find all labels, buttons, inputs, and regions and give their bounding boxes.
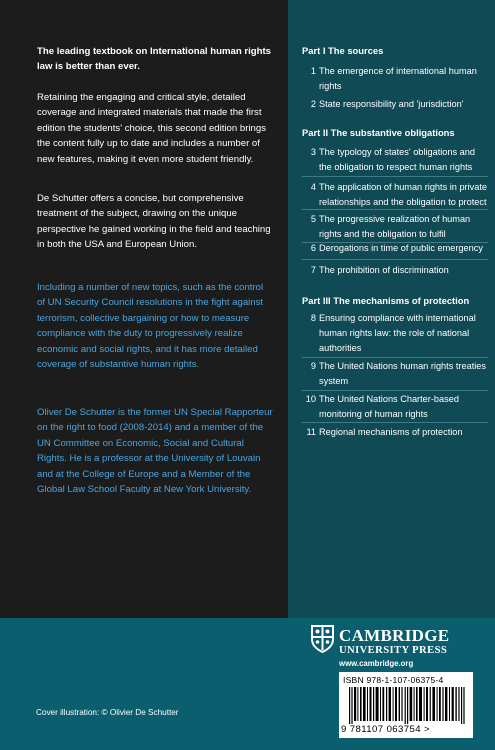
part-2-heading: Part II The substantive obligations xyxy=(302,127,455,138)
chapter-number: 1 xyxy=(310,66,316,76)
chapter-number: 10 xyxy=(305,394,316,404)
divider xyxy=(302,390,488,391)
cover-illustration-credit: Cover illustration: © Olivier De Schutter xyxy=(36,708,179,717)
chapter-number: 6 xyxy=(310,243,316,253)
blurb-paragraph-3: Including a number of new topics, such as the control of UN Security Council resolutions in the fight against terrorism, collective bargaining or how to measure compliance with the duty to progressively realize economic and social rights, and it has more detailed coverage of substantive human rights. xyxy=(37,282,264,371)
divider xyxy=(302,259,488,260)
publisher-subname: UNIVERSITY PRESS xyxy=(339,645,448,656)
part-3-heading: Part III The mechanisms of protection xyxy=(302,295,470,306)
chapter-item xyxy=(302,425,488,440)
chapter-title: The United Nations human rights treaties system xyxy=(319,361,486,387)
divider xyxy=(302,209,488,210)
chapter-item xyxy=(302,145,488,175)
chapter-item xyxy=(302,97,488,112)
chapter-number: 8 xyxy=(310,313,316,323)
chapter-item xyxy=(302,392,488,422)
chapter-title: Derogations in time of public emergency xyxy=(319,243,483,253)
chapter-item xyxy=(302,212,488,242)
isbn-barcode-box xyxy=(339,672,473,738)
divider xyxy=(302,176,488,177)
publisher-name: CAMBRIDGE xyxy=(339,626,450,645)
isbn-label: ISBN 978-1-107-06375-4 xyxy=(343,675,444,685)
chapter-number: 2 xyxy=(310,99,316,109)
chapter-number: 5 xyxy=(310,214,316,224)
chapter-item xyxy=(302,241,488,256)
publisher-website: www.cambridge.org xyxy=(339,659,414,668)
chapter-number: 11 xyxy=(306,427,316,437)
divider xyxy=(302,422,488,423)
chapter-number: 3 xyxy=(310,147,316,157)
barcode-digits: 9 781107 063754 > xyxy=(341,724,431,735)
chapter-number: 7 xyxy=(310,265,316,275)
chapter-title: The typology of states' obligations and the obligation to respect human rights xyxy=(319,147,475,173)
chapter-number: 4 xyxy=(310,182,316,192)
divider xyxy=(302,357,488,358)
chapter-title: The emergence of international human rights xyxy=(319,66,477,92)
university-crest-icon xyxy=(310,624,335,654)
author-bio: Oliver De Schutter is the former UN Special Rapporteur on the right to food (2008-2014) and a member of the UN Committee on Economic, Social and Cultural Rights. He is a professor at the University of Louvain and at the College of Europe and a Member of the Global Law School Faculty at New York University. xyxy=(37,407,273,496)
chapter-title: The prohibition of discrimination xyxy=(319,265,449,275)
chapter-title: The United Nations Charter-based monitoring of human rights xyxy=(319,394,459,420)
chapter-title: The application of human rights in private relationships and the obligation to protect xyxy=(319,182,488,208)
chapter-item xyxy=(302,359,488,389)
barcode-graphic xyxy=(349,687,467,724)
chapter-title: Regional mechanisms of protection xyxy=(319,427,463,437)
chapter-title: State responsibility and 'jurisdiction' xyxy=(319,99,464,109)
chapter-item xyxy=(302,311,488,357)
blurb-paragraph-1: Retaining the engaging and critical style, detailed coverage and integrated materials that made the first edition the students' choice, this second edition brings the content fully up to date and includes a number of new features, making it even more student friendly. xyxy=(37,92,267,165)
part-1-heading: Part I The sources xyxy=(302,45,384,56)
blurb-paragraph-2: De Schutter offers a concise, but comprehensive treatment of the subject, drawing on the unique perspective he gained working in the field and teaching in both the USA and European Union. xyxy=(37,193,271,251)
chapter-title: The progressive realization of human rights and the obligation to fulfil xyxy=(319,214,471,240)
chapter-title: Ensuring compliance with international human rights law: the role of national authorities xyxy=(319,313,476,354)
chapter-item xyxy=(302,180,488,210)
chapter-item xyxy=(302,263,488,278)
chapter-number: 9 xyxy=(310,361,316,371)
chapter-item xyxy=(302,64,488,94)
blurb-headline: The leading textbook on International human rights law is better than ever. xyxy=(37,46,271,73)
